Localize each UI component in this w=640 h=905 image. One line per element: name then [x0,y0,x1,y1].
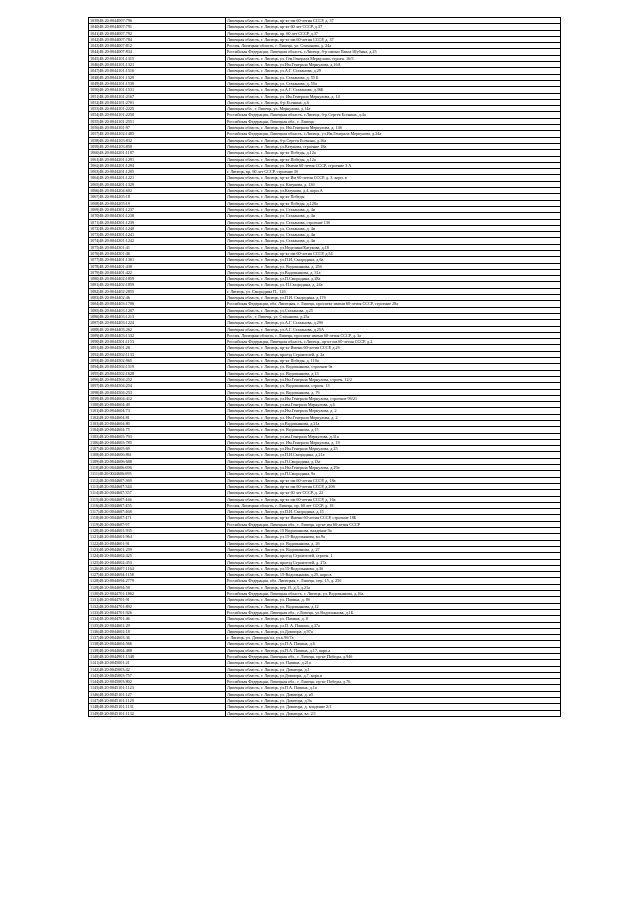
address-cell: Липецкая область, г. Липецк, ул. Доватора, д.9а [226,698,561,704]
address-cell: Россия, Липецкая область, г. Липецк, ул. Стаханова, д. 24а [226,43,561,49]
row-number-cadastral-cell: 1090|48:20:0044501:1153 [89,339,226,345]
address-cell: Липецкая область, г. Липецк, ул. Имени 60-летия СССР, строение 3 А [226,162,561,168]
row-number-cadastral-cell: 1083|48:20:0044402:46 [89,295,226,301]
row-number-cadastral-cell: 1042|48:20:0044007:784 [89,36,226,42]
address-cell: Липецкая область, г. Липецк, ул. Стаханова, д. 55а [226,80,561,86]
row-number-cadastral-cell: 1071|48:20:0044301:1239 [89,219,226,225]
address-cell: Липецкая область, г. Липецк, ул.П.И.Смородина, д.21а [226,452,561,458]
row-number-cadastral-cell: 1048|48:20:0044101:1529 [89,74,226,80]
row-number-cadastral-cell: 1079|48:20:0044401:422 [89,269,226,275]
row-number-cadastral-cell: 1067|48:20:0044205:18 [89,194,226,200]
row-number-cadastral-cell: 1106|48:20:0044605:785 [89,439,226,445]
address-cell: Липецкая область, г. Липецк, пр-кт им 60-летия СССР, д. 18а [226,477,561,483]
address-cell: Липецкая область, г. Липецк, ул.Им Генерала Меркулова, строение 9б/21 [226,395,561,401]
address-cell: Липецкая область, г. Липецк, пр-кт им 60-летия СССР, д. 37 [226,36,561,42]
row-number-cadastral-cell: 1101|48:20:0044604:73 [89,408,226,414]
address-cell: Липецкая область, г. Липецк, пр-кт им 60-летия СССР, д.20б [226,483,561,489]
row-number-cadastral-cell: 1108|48:20:0044606:861 [89,452,226,458]
address-cell: Липецкая область, г. Липецк, б-р Есенина, д.6 [226,99,561,105]
address-cell: Липецкая область, г. Липецк, ул. Стаханова, строение 13б [226,219,561,225]
address-cell: Липецкая область, г. Липецк, ул.Стаханова, д.25 [226,307,561,313]
address-cell: Липецкая область, г. Липецк, пр-кт Имени 60-летия СССР, строение 18Б [226,515,561,521]
address-cell: Липецкая область, г. Липецк, ул.15-Водопьянова, д.3б [226,565,561,571]
row-number-cadastral-cell: 1145|48:20:0045101:1123 [89,685,226,691]
row-number-cadastral-cell: 1112|48:20:0044607:369 [89,477,226,483]
address-cell: Липецкая область, г. Липецк, ул.Водопьянова, д. 31а [226,269,561,275]
address-cell: Липецкая область, г. Липецк, ул. Водопьянова, д.15 [226,427,561,433]
row-number-cadastral-cell: 1124|48:20:0044602:425 [89,553,226,559]
row-number-cadastral-cell: 1070|48:20:0044301:1238 [89,213,226,219]
address-cell: Липецкая область, г. Липецк, пр-кт Имени 60-летия СССР, д.2б [226,345,561,351]
address-cell: Липецкая область, г. Липецк, ул. Стаханова, д. 55 Б [226,74,561,80]
address-cell: Липецкая область, г. Липецк, ул.А.Г. Стаханова, д.25А [226,326,561,332]
address-cell: Российская Федерация, Липецкая область, г.Липецк, пр-кт им.60-летия СССР, д.2 [226,339,561,345]
address-cell: Липецкая область, г. Липецк, пр-кт Победы [226,194,561,200]
address-cell: Липецкая область, г. Липецк, ул. Водопьянова, д. 7б [226,389,561,395]
address-cell: Липецкая область, г. Липецк, пр-кт им 60-летия СССР, д. 16а [226,496,561,502]
row-number-cadastral-cell: 1118|48:20:0044607:471 [89,515,226,521]
address-cell: Липецкая область, г. Липецк, ул. Им.Генерала Меркулова, д. 2 [226,414,561,420]
address-cell: Липецкая область, г. Липецк, ул.15-Водопьянова, вл.9а [226,534,561,540]
row-number-cadastral-cell: 1121|48:20:0044601:964 [89,534,226,540]
address-cell: Липецкая область, г. Липецк, пр-кт им 60-летия СССР, д.54 [226,250,561,256]
address-cell: Липецкая область, г. Липецк, ул.А.Г. Стаханова, д.29б [226,320,561,326]
address-cell: Липецкая область, г. Липецк, ул. Папина, д.21а [226,660,561,666]
address-cell: Липецкая область, г. Липецк, ул.П.Смородина, д.28а [226,276,561,282]
row-number-cadastral-cell: 1066|48:20:0044204:602 [89,188,226,194]
row-number-cadastral-cell: 1081|48:20:0044402:1859 [89,282,226,288]
address-cell: Липецкая область, г. Липецк, ул. Водопьянова, д. 27 [226,546,561,552]
address-cell: Липецкая область, г. Липецк, ул. Стаханова, д. 4и [226,206,561,212]
row-number-cadastral-cell: 1043|48:20:0044007:812 [89,43,226,49]
row-number-cadastral-cell: 1104|48:20:0044604:75 [89,427,226,433]
address-cell: г. Липецк, ул. Доватора/пл. ул.к.9б/7а [226,635,561,641]
address-cell: Липецкая область, г. Липецк, ул.им.Генерала Меркулова, д.31а [226,433,561,439]
row-number-cadastral-cell: 1049|48:20:0044101:1530 [89,80,226,86]
row-number-cadastral-cell: 1075|48:20:0044301:41 [89,244,226,250]
address-cell: Российская Федерация, обл. Липецкая, г. Липецк, проспект имени 60-летия СССР, строение 28а [226,301,561,307]
row-number-cadastral-cell: 1044|48:20:0044007:834 [89,49,226,55]
row-number-cadastral-cell: 1087|48:20:0044403:1224 [89,320,226,326]
address-cell: Липецкая область, г. Липецк, ул.П.Смородина, д.13а [226,458,561,464]
row-number-cadastral-cell: 1149|48:20:0045101:1132 [89,710,226,716]
row-number-cadastral-cell: 1069|48:20:0044301:1237 [89,206,226,212]
address-cell: Липецкая область, г. Липецк, пер.15, д.3, д.21а [226,584,561,590]
row-number-cadastral-cell: 1084|48:20:0044403:1706 [89,301,226,307]
address-cell: Липецкая область, г. Липецк, ул.Доватора, д.7, корп.в [226,672,561,678]
address-cell: Липецкая область, г. Липецк, ул.П.И. Смородина, д.15 [226,509,561,515]
row-number-cadastral-cell: 1088|48:20:0044403:262 [89,326,226,332]
address-cell: Липецкая область, г. Липецк, пр-кт Победы, д. 110а [226,358,561,364]
address-cell: Липецкая область, г. Липецк, ул. Водопьянова, строен. 13 [226,383,561,389]
row-number-cadastral-cell: 1074|48:20:0044301:1242 [89,238,226,244]
row-number-cadastral-cell: 1054|48:20:0044101:2250 [89,112,226,118]
row-number-cadastral-cell: 1102|48:20:0044604:81 [89,414,226,420]
address-cell: Липецкая область, г. Липецк, пр. 60 лет СССР, д.37 [226,30,561,36]
address-cell: Липецкая область, г. Липецк, ул. Стаханова, д. 4и [226,238,561,244]
row-number-cadastral-cell: 1086|48:20:0044403:1213 [89,313,226,319]
address-cell: Липецкая область, г. Липецк, ул.Катукова, строение 18а [226,143,561,149]
row-number-cadastral-cell: 1051|48:20:0044101:2167 [89,93,226,99]
address-cell: Липецкая область, г. Липецк, пр-кт 60 лет СССР, д. 22 [226,490,561,496]
address-cell: Российская Федерация, Липецкая область, г.Липецк, ул.Им.Генерала Меркулова, д.24а [226,131,561,137]
row-number-cadastral-cell: 1110|48:20:0044606:696 [89,465,226,471]
row-number-cadastral-cell: 1078|48:20:0044401:438 [89,263,226,269]
address-cell: Липецкая область, г. Липецк, ул.Катукова, д.4, корп.А [226,188,561,194]
address-cell: Липецкая область, г. Липецк, ул. Водопьянова, строение 9а [226,364,561,370]
row-number-cadastral-cell: 1077|48:20:0044401:1301 [89,257,226,263]
row-number-cadastral-cell: 1046|48:20:0044101:1321 [89,62,226,68]
row-number-cadastral-cell: 1139|48:20:0044604:488 [89,647,226,653]
address-cell: Российская Федерация, Липецкая обл., г. Липецк, пр-кт им 60-летия СССР [226,521,561,527]
row-number-cadastral-cell: 1057|48:20:0044102:1485 [89,131,226,137]
address-cell: Российская Федерация, Липецкая обл., г. Липецк [226,118,561,124]
address-cell: Липецкая область, г. Липецк, ул.П.А. Папина, д.1а [226,685,561,691]
address-cell: Липецкая область, г. Липецк, ул. П.Смородина, д. 24а [226,282,561,288]
row-number-cadastral-cell: 1141|48:20:0045001:21 [89,660,226,666]
row-number-cadastral-cell: 1144|48:20:0045003:802 [89,679,226,685]
address-cell: Липецкая область, г. Липецк, ул. Доватора, д. владение 2/1 [226,704,561,710]
row-number-cadastral-cell: 1096|48:20:0044504:252 [89,376,226,382]
row-number-cadastral-cell: 1146|48:20:0045101:127 [89,691,226,697]
row-number-cadastral-cell: 1060|48:20:0044201:1187 [89,150,226,156]
row-number-cadastral-cell: 1041|48:20:0044007:792 [89,30,226,36]
row-number-cadastral-cell: 1072|48:20:0044301:1240 [89,225,226,231]
row-number-cadastral-cell: 1056|48:20:0044101:97 [89,125,226,131]
row-number-cadastral-cell: 1062|48:20:0044201:1294 [89,162,226,168]
address-cell: Российская Федерация, Липецкая обл., г.Липецк, ул.Водопьянова, д.1Б [226,609,561,615]
address-cell: Липецкая область, г. Липецк, ул.А.Г. Стаханова, д.29 [226,68,561,74]
address-cell: Липецкая область, г. Липецк, ул.Неделина/Катукова, д.18 [226,244,561,250]
row-number-cadastral-cell: 1092|48:20:0044502:1133 [89,351,226,357]
address-cell: Липецкая область, г. Липецк, ул. Папина, д. 8б [226,597,561,603]
register-table-body [89,18,561,717]
row-number-cadastral-cell: 1109|48:20:0044606:688 [89,458,226,464]
address-cell: Липецкая область, г. Липецк, ул.П.И. Смородина, д.17б [226,295,561,301]
address-cell: Липецкая область, г. Липецк, ул.Водопьянова, д.21а [226,421,561,427]
address-cell: Россия, Липецкая область, г. Липецк, проспект имени 60-летия СССР, д. 3а [226,332,561,338]
row-number-cadastral-cell: 1100|48:20:0044604:49 [89,402,226,408]
row-number-cadastral-cell: 1133|48:20:0044701:926 [89,609,226,615]
row-number-cadastral-cell: 1134|48:20:0044701:46 [89,616,226,622]
address-cell: Российская Федерация, обл. Липецкая, г. Липецк, пер. 15, д. 25б [226,578,561,584]
row-number-cadastral-cell: 1050|48:20:0044101:1531 [89,87,226,93]
row-number-cadastral-cell: 1052|48:20:0044101:2701 [89,99,226,105]
row-number-cadastral-cell: 1117|48:20:0044607:468 [89,509,226,515]
row-number-cadastral-cell: 1098|48:20:0044504:253 [89,389,226,395]
address-cell: Липецкая область, г. Липецк, ул. Доватора, вл. 2/1 [226,710,561,716]
row-number-cadastral-cell: 1127|48:20:0044694:1158 [89,572,226,578]
address-cell: Липецкая область, г. Липецк, пр-кт Победы, д.12а [226,156,561,162]
address-cell: Липецкая область, г. Липецк, пр-кт Победы, д.12а [226,150,561,156]
row-number-cadastral-cell: 1063|48:20:0044201:1205 [89,169,226,175]
row-number-cadastral-cell: 1082|48:20:0044402:2855 [89,288,226,294]
address-cell: Липецкая обл., г. Липецк, ул. Стаханова, д.25а [226,313,561,319]
address-cell: Липецкая обл., г. Липецк, ул. Меркулова, д.14а [226,106,561,112]
address-cell: Липецкая область, г. Липецк, ул.П.Смородина, 9а [226,471,561,477]
row-number-cadastral-cell: 1123|48:20:0044601:259 [89,546,226,552]
row-number-cadastral-cell: 1055|48:20:0044101:2551 [89,118,226,124]
row-number-cadastral-cell: 1068|48:20:0044205:19 [89,200,226,206]
address-cell: Липецкая область, г. Липецк, пр-кт 60 лет СССР, д.37 [226,24,561,30]
row-number-cadastral-cell: 1091|48:20:0044501:26 [89,345,226,351]
row-number-cadastral-cell: 1097|48:20:0044504:254 [89,383,226,389]
row-number-cadastral-cell: 1064|48:20:0044201:1221 [89,175,226,181]
address-cell: Российская Федерация, Липецкая область, г.Липецк, б-р имени Павла Шубина, д.25 [226,49,561,55]
row-number-cadastral-cell: 1061|48:20:0044201:1291 [89,156,226,162]
row-number-cadastral-cell: 1045|48:20:0044101:1315 [89,55,226,61]
address-cell: Липецкая область, г. Липецк, ул.П. А. Папина, д.37а [226,622,561,628]
address-cell: Липецкая область, г. Липецк, ул. Стаханова, д. 4и [226,225,561,231]
address-cell: Липецкая область, г. Липецк, ул. Водопьянова, д.12 [226,603,561,609]
register-table [88,17,561,717]
address-cell: Липецкая область, г. Липецк, ул.П.А. Папина, д.17, корп.а [226,647,561,653]
address-cell: Россия, Липецкая область, г. Липецк, пр. 60 лет СССР, д. 18 [226,502,561,508]
row-number-cadastral-cell: 1080|48:20:0044402:1859 [89,276,226,282]
address-cell: Липецкая область, г. Липецк, ул. Им.Генерала Меркулова, д. 19 [226,439,561,445]
row-number-cadastral-cell: 1047|48:20:0044101:1516 [89,68,226,74]
row-number-cadastral-cell: 1120|48:20:0044601:935 [89,528,226,534]
row-number-cadastral-cell: 1115|48:20:0044607:446 [89,496,226,502]
row-number-cadastral-cell: 1143|48:20:0045003:757 [89,672,226,678]
row-number-cadastral-cell: 1107|48:20:0044605:69 [89,446,226,452]
address-cell: Липецкая область, г. Липецк, ул. Доватора, д. и5 [226,691,561,697]
row-number-cadastral-cell: 1103|48:20:0044604:80 [89,421,226,427]
address-cell: г. Липецк, пр. 60 лет СССР, строение 3б [226,169,561,175]
row-number-cadastral-cell: 1138|48:20:0044604:566 [89,641,226,647]
address-cell: Липецкая область, г. Липецк, ул. Им.Генерала Меркулова, д. 14б [226,125,561,131]
row-number-cadastral-cell: 1126|48:20:0044607:1164 [89,565,226,571]
address-cell: Липецкая область, г. Липецк, проезд Строителей, д. 27а [226,559,561,565]
row-number-cadastral-cell: 1137|48:20:0044603:36 [89,635,226,641]
address-cell: Липецкая область, г. Липецк, проезд Строителей, д. 2а [226,351,561,357]
row-number-cadastral-cell: 1099|48:20:0044604:412 [89,395,226,401]
address-cell: Липецкая область, г. Липецк, ул.Доватора, д.97а [226,628,561,634]
address-cell: Липецкая область, г. Липецк, ул. Водопьянова, д. 2б [226,540,561,546]
row-number-cadastral-cell: 1119|48:20:0044607:97 [89,521,226,527]
row-number-cadastral-cell: 1076|48:20:0044301:46 [89,250,226,256]
row-number-cadastral-cell: 1125|48:20:0044602:453 [89,559,226,565]
row-number-cadastral-cell: 1040|48:20:0044007:791 [89,24,226,30]
address-cell: Липецкая область, г. Липецк, 15 Водопьянова, владение 9а [226,528,561,534]
row-number-cadastral-cell: 1140|48:20:0044901:1348 [89,653,226,659]
table-row [89,710,561,716]
address-cell: Липецкая область, г. Липецк, ул. Стаханова, д. 4и [226,232,561,238]
address-cell: Липецкая область, г. Липецк, ул. Водопьянова, д.13 [226,370,561,376]
row-number-cadastral-cell: 1094|48:20:0044502:1519 [89,364,226,370]
address-cell: Липецкая область, г. Липецк, ул. Стаханова, д. 4и [226,213,561,219]
row-number-cadastral-cell: 1128|48:20:0044694:2779 [89,578,226,584]
address-cell: Липецкая область, г. Липецк, ул.А.Г. Стаханова, д.36Б [226,87,561,93]
address-cell: Липецкая область, г. Липецк, ул. Доватора, д.1 [226,666,561,672]
address-cell: Липецкая область, г. Липецк, ул.Им.Генерала Меркулова, д.25 [226,446,561,452]
address-cell: Липецкая область, г. Липецк, проезд Строителей, строен. 1 [226,553,561,559]
row-number-cadastral-cell: 1116|48:20:0044607:455 [89,502,226,508]
row-number-cadastral-cell: 1105|48:20:0044605:793 [89,433,226,439]
row-number-cadastral-cell: 1131|48:20:0044701:91 [89,597,226,603]
address-cell: Российская Федерация, Липецкая обл., г. Липецк, пр-кт Победы, д.76 [226,679,561,685]
address-cell: Липецкая область, г. Липецк, ул.П.И. Смородина, д.6а [226,257,561,263]
address-cell: Липецкая область, г. Липецк, ул. Им.Генерала Меркулова, д. 14 [226,93,561,99]
row-number-cadastral-cell: 1129|48:20:0044694:58 [89,584,226,590]
row-number-cadastral-cell: 1093|48:20:0044502:965 [89,358,226,364]
row-number-cadastral-cell: 1135|48:20:0044601:29 [89,622,226,628]
row-number-cadastral-cell: 1085|48:20:0044403:1207 [89,307,226,313]
row-number-cadastral-cell: 1132|48:20:0044701:892 [89,603,226,609]
row-number-cadastral-cell: 1142|48:20:0045003:42 [89,666,226,672]
address-cell: Липецкая область, г. Липецк, ул.Им.Генерала Меркулова, д. 2 [226,408,561,414]
row-number-cadastral-cell: 1065|48:20:0044201:1329 [89,181,226,187]
row-number-cadastral-cell: 1058|48:20:0044103:832 [89,137,226,143]
address-cell: Липецкая область, г. Липецк, 15-Водопьянова, д.25, корп.в [226,572,561,578]
row-number-cadastral-cell: 1130|48:20:0044701:1862 [89,591,226,597]
row-number-cadastral-cell: 1136|48:20:0044602:18 [89,628,226,634]
address-cell: Липецкая область, г. Липецк, ул. Ген.Генерала Меркулова, строен. 16/5 [226,55,561,61]
row-number-cadastral-cell: 1148|48:20:0045101:1131 [89,704,226,710]
row-number-cadastral-cell: 1147|48:20:0045101:1129 [89,698,226,704]
address-cell: Липецкая область, г. Липецк, ул. Папина, д. 8 [226,616,561,622]
row-number-cadastral-cell: 1111|48:20:0044606:695 [89,471,226,477]
row-number-cadastral-cell: 1113|48:20:0044607:344 [89,483,226,489]
row-number-cadastral-cell: 1114|48:20:0044607:357 [89,490,226,496]
address-cell: Липецкая область, г. Липецк, ул.Им.Генерала Меркулова, д.16А [226,62,561,68]
address-cell: г. Липецк, ул. Смородина П., 12б [226,288,561,294]
address-cell: Липецкая область, г. Липецк, ул.П.А. Папина, д.6 [226,641,561,647]
row-number-cadastral-cell: 1073|48:20:0044301:1241 [89,232,226,238]
row-number-cadastral-cell: 1039|48:20:0044007:796 [89,18,226,24]
address-cell: Липецкая область, г. Липецк, пр-кт Победы, д.128а [226,200,561,206]
row-number-cadastral-cell: 1059|48:20:0044103:850 [89,143,226,149]
address-cell: Липецкая область, г. Липецк, ул. Водопьянова, д. 25б [226,263,561,269]
address-cell: Российская Федерация, Липецкая обл., г. Липецк, пр-кт Победы, д.94б [226,653,561,659]
address-cell: Липецкая область, г. Липецк, ул.им.Генерала Меркулова, д.6 [226,402,561,408]
address-cell: Липецкая область, г. Липецк, ул.Им.Генерала Меркулова, строен. 12/2 [226,376,561,382]
address-cell: Российская Федерация, Липецкая область, г.Липецк, б-р Сергея Есенина, д.4а [226,112,561,118]
address-cell: Липецкая область, г. Липецк, ул. Катукова, д. 13б [226,181,561,187]
address-cell: Российская Федерация, Липецкая область, г. Липецк, ул. Водопьянова, д.16а [226,591,561,597]
row-number-cadastral-cell: 1095|48:20:0044502:1628 [89,370,226,376]
row-number-cadastral-cell: 1089|48:20:0044403:1332 [89,332,226,338]
address-cell: Липецкая область, г. Липецк, б-р Сергея Есенина, д.16а [226,137,561,143]
row-number-cadastral-cell: 1122|48:20:0044601:91 [89,540,226,546]
address-cell: Липецкая область, г. Липецк, ул.Им.Генерала Меркулова, д.29а [226,465,561,471]
address-cell: Липецкая область, г. Липецк, пр-кт им 60-летия СССР, д. 37 [226,18,561,24]
row-number-cadastral-cell: 1053|48:20:0044101:2225 [89,106,226,112]
address-cell: Липецкая область, г. Липецк, пр-кт Им 60-летия СССР, д. 3, корп. в [226,175,561,181]
